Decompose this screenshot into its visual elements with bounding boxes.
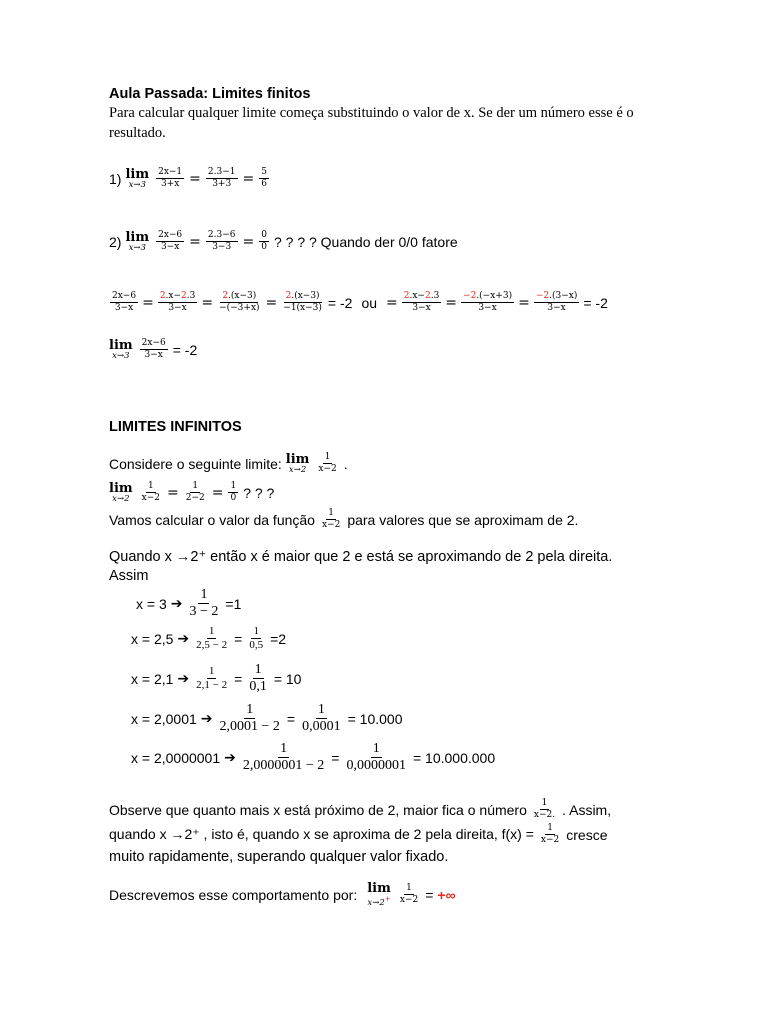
fraction: $\frac{1}{0,0001}$	[302, 702, 341, 734]
fraction: $\frac{1}{2-2}$	[185, 481, 205, 504]
calc-line: Vamos calcular o valor da função $\frac{1}{x-2}$ para valores que se aproximam de 2.	[109, 508, 579, 530]
limit-operator: lim x→2+	[367, 881, 391, 908]
fraction: $\frac{1}{2,1 - 2}$	[196, 665, 228, 691]
fraction: $\frac{1}{x-2.}$	[533, 798, 556, 820]
fraction: $\frac{2.x-2.3}{3-x}$	[403, 291, 440, 313]
fraction: $\frac{2x-6}{3-x}$	[158, 230, 183, 253]
fraction: $\frac{1}{2,0000001 - 2}$	[242, 741, 325, 773]
fraction-result: $\frac{5}{6}$	[261, 167, 267, 190]
result: = -2	[583, 294, 608, 311]
arrow-icon: ➔	[224, 749, 236, 766]
factoring-line: $\frac{2x-6}{3-x}$ = $\frac{2.x-2.3}{3-x}$ = $\frac{2.(x-3)}{-(-3+x)}$ = $\frac{2.(x-3)}{-1(x-3)}$ = -2 ou = $\frac{2.x-2.3}{3-x}$ = $\frac{-2.(-x+3)}{3-x}$ = $\frac{-2.(3-x)}{3-x}$ = -2	[112, 291, 608, 313]
fraction: $\frac{1}{0}$	[230, 481, 237, 504]
example-1: 1) lim x→3 $\frac{2x-1}{3+x}$ = $\frac{2.3-1}{3+3}$ = $\frac{5}{6}$	[109, 167, 267, 190]
fraction: $\frac{2.(x-3)}{-(-3+x)}$	[219, 291, 260, 313]
fraction: $\frac{1}{x-2}$	[141, 481, 160, 504]
table-row: x = 3 ➔ $\frac{1}{3 - 2}$ =1	[136, 587, 242, 619]
table-row: x = 2,0001 ➔ $\frac{1}{2,0001 - 2}$ = $\frac{1}{0,0001}$ = 10.000	[131, 702, 403, 734]
fraction: $\frac{2.(x-3)}{-1(x-3)}$	[283, 291, 322, 313]
table-row: x = 2,0000001 ➔ $\frac{1}{2,0000001 - 2}$ = $\frac{1}{0,0000001}$ = 10.000.000	[131, 741, 496, 773]
fraction: $\frac{2.x-2.3}{3-x}$	[159, 291, 196, 313]
fraction: $\frac{2.3-6}{3-3}$	[207, 230, 236, 253]
fraction-result: $\frac{0}{0}$	[261, 230, 267, 253]
observe-line-2: quando x →2⁺ , isto é, quando x se aproxima de 2 pela direita, f(x) = $\frac{1}{x-2}$ cresce	[109, 823, 608, 845]
limit-operator: lim x→2	[285, 452, 310, 475]
fraction: $\frac{2x-6}{3-x}$	[112, 291, 137, 313]
arrow-icon: ➔	[177, 670, 190, 687]
fraction: $\frac{1}{x-2}$	[321, 508, 341, 530]
result: = -2	[172, 341, 198, 358]
fraction: $\frac{-2.(3-x)}{3-x}$	[535, 291, 578, 313]
fraction: $\frac{1}{x-2}$	[318, 452, 337, 475]
example-2-note: ? ? ? ? Quando der 0/0 fatore	[273, 233, 458, 250]
example-1-label: 1)	[109, 170, 122, 187]
fraction: $\frac{1}{0,1}$	[249, 662, 267, 694]
fraction: $\frac{1}{0,0000001}$	[346, 741, 406, 773]
infinity-result: +∞	[437, 886, 456, 903]
final-limit	[109, 339, 197, 361]
or-label: ou	[361, 294, 378, 311]
example-2-label: 2)	[109, 233, 122, 250]
example-2: 2) lim x→3 $\frac{2x-6}{3-x}$ = $\frac{2.3-6}{3-3}$ = $\frac{0}{0}$ ? ? ? ? Quando der 0/0 fatore	[109, 230, 458, 253]
limit-operator: lim x→3	[125, 167, 150, 190]
table-row: x = 2,1 ➔ $\frac{1}{2,1 - 2}$ = $\frac{1}{0,1}$ = 10	[131, 662, 302, 694]
fraction: $\frac{1}{2,5 - 2}$	[196, 625, 228, 651]
limit-operator: lim x→3	[109, 338, 133, 361]
describe-line: Descrevemos esse comportamento por: lim x→2+ $\frac{1}{x-2}$ = +∞	[109, 881, 456, 908]
fraction: $\frac{1}{2,0001 - 2}$	[219, 702, 280, 734]
limit-operator: lim x→3	[125, 230, 150, 253]
lesson-title: Aula Passada: Limites finitos	[109, 86, 311, 102]
fraction: $\frac{-2.(-x+3)}{3-x}$	[463, 291, 513, 313]
arrow-icon: ➔	[200, 710, 213, 727]
quando-line-1: Quando x →2⁺ então x é maior que 2 e está se aproximando de 2 pela direita.	[109, 549, 613, 565]
observe-line-1: Observe que quanto mais x está próximo de 2, maior fica o número $\frac{1}{x-2.}$ . Assim,	[109, 798, 612, 820]
table-row: x = 2,5 ➔ $\frac{1}{2,5 - 2}$ = $\frac{1}{0,5}$ =2	[131, 625, 287, 651]
intro-paragraph: Para calcular qualquer limite começa substituindo o valor de x. Se der um número esse é o resultado.	[109, 105, 634, 141]
section-title: LIMITES INFINITOS	[109, 419, 242, 435]
substitution-line: lim x→2 $\frac{1}{x-2}$ = $\frac{1}{2-2}$ = $\frac{1}{0}$ ? ? ?	[109, 481, 275, 504]
fraction: $\frac{1}{x-2}$	[399, 883, 419, 906]
limit-operator: lim x→2	[109, 481, 133, 504]
fraction: $\frac{1}{x-2}$	[540, 823, 560, 845]
fraction: $\frac{2x-1}{3+x}$	[158, 167, 183, 190]
arrow-icon: ➔	[177, 630, 190, 647]
fraction: $\frac{1}{3 - 2}$	[189, 587, 219, 619]
observe-line-3: muito rapidamente, superando qualquer valor fixado.	[109, 849, 449, 865]
fraction: $\frac{1}{0,5}$	[249, 625, 264, 651]
quando-line-2: Assim	[109, 568, 149, 584]
fraction: $\frac{2x-6}{3-x}$	[141, 338, 166, 361]
consider-line: Considere o seguinte limite: lim x→2 $\frac{1}{x-2}$ .	[109, 452, 348, 475]
arrow-icon: ➔	[170, 595, 183, 612]
fraction: $\frac{2.3-1}{3+3}$	[207, 167, 236, 190]
result: = -2	[327, 294, 353, 311]
